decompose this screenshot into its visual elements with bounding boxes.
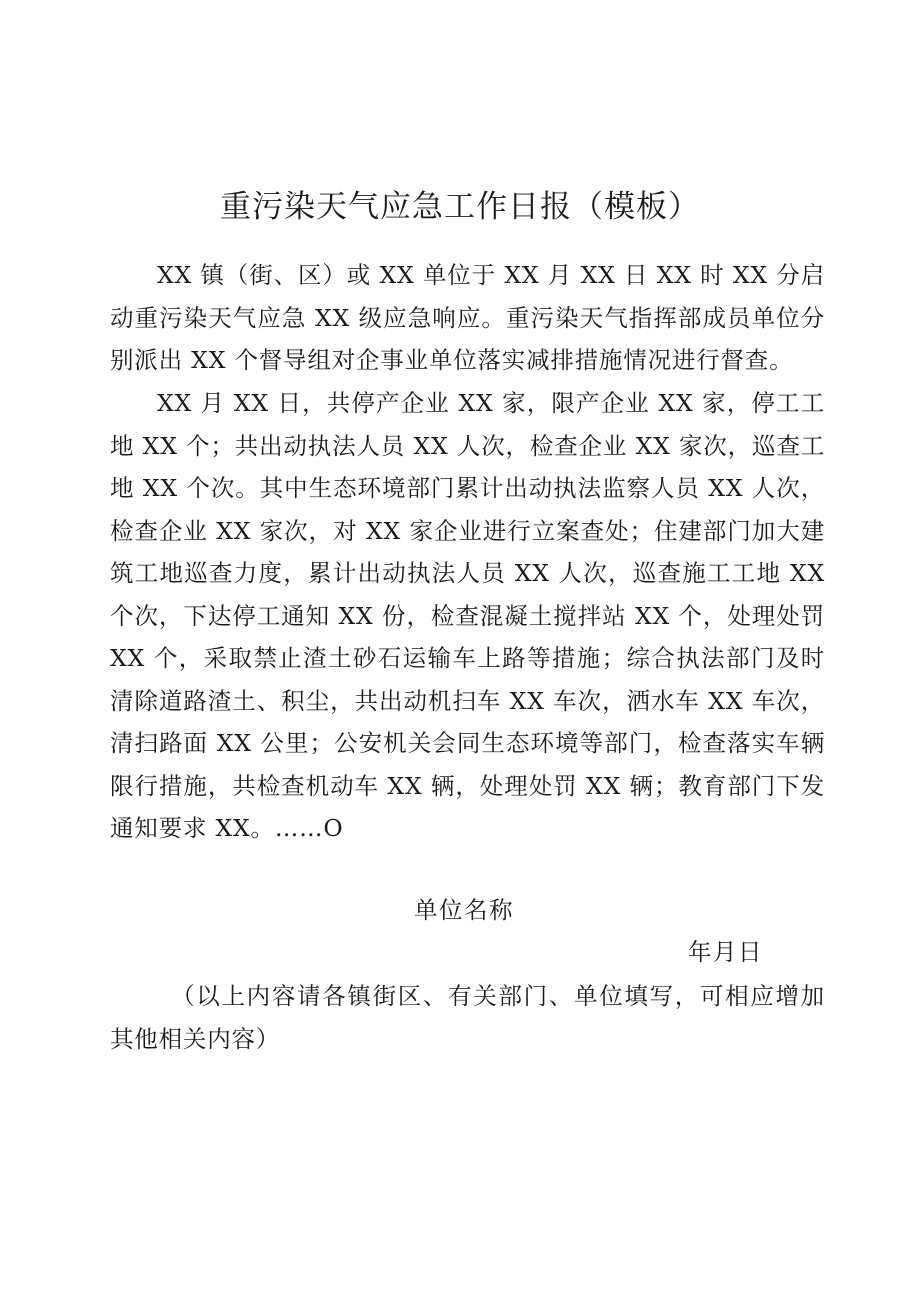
document-title: 重污染天气应急工作日报（模板） (220, 189, 700, 225)
signature-date: 年月日 (688, 938, 763, 966)
signature-unit-name: 单位名称 (414, 896, 514, 924)
paragraph-daily-actions: XX 月 XX 日，共停产企业 XX 家，限产企业 XX 家，停工工地 XX 个；共出动执法人员 XX 人次，检查企业 XX 家次，巡查工地 XX 个次。其中生态环境部门累计出动执法监察人员 XX 人次，检查企业 XX 家次，对 XX 家企业进行立案查处；住建部门加大建筑工地巡查力度，累计出动执法人员 XX 人次，巡查施工工地 XX 个次，下达停工通知 XX 份，检查混凝土搅拌站 XX 个，处理处罚 XX 个，采取禁止渣土砂石运输车上路等措施；综合执法部门及时清除道路渣土、积尘，共出动机扫车 XX 车次，洒水车 XX 车次，清扫路面 XX 公里；公安机关会同生态环境等部门，检查落实车辆限行措施，共检查机动车 XX 辆，处理处罚 XX 辆；教育部门下发通知要求 XX。……O (110, 389, 825, 842)
paragraph-activation: XX 镇（街、区）或 XX 单位于 XX 月 XX 日 XX 时 XX 分启动重污染天气应急 XX 级应急响应。重污染天气指挥部成员单位分别派出 XX 个督导组对企事业单位落实减排措施情况进行督查。 (110, 261, 825, 374)
fill-in-note: （以上内容请各镇街区、有关部门、单位填写，可相应增加其他相关内容） (110, 982, 825, 1053)
